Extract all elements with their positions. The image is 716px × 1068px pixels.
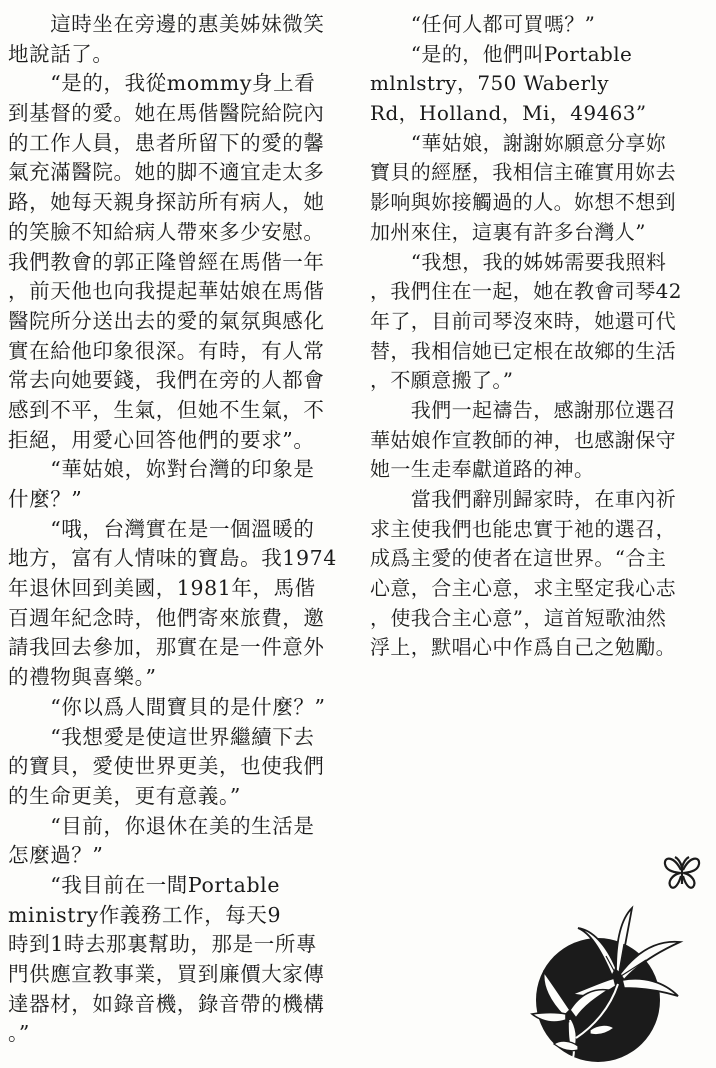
text-line: 當我們辭別歸家時，在車內祈 bbox=[370, 487, 676, 511]
text-line: 年退休回到美國，1981年，馬偕 bbox=[8, 576, 316, 601]
text-line: 的生命更美，更有意義。” bbox=[8, 783, 241, 808]
text-line: 華姑娘作宣教師的神，也感謝保守 bbox=[370, 427, 676, 452]
text-line: ，前天他也向我提起華姑娘在馬偕 bbox=[8, 279, 325, 304]
text-line: 門供應宣教事業，買到廉價大家傳 bbox=[8, 962, 325, 986]
text-line: ，不願意搬了。” bbox=[370, 368, 514, 393]
text-line: ministry作義務工作，每天9 bbox=[8, 902, 282, 927]
text-line: 什麼？” bbox=[8, 487, 83, 511]
text-line: 地方，富有人情味的寶島。我1974 bbox=[8, 546, 337, 571]
text-line: 氣充滿醫院。她的脚不適宜走太多 bbox=[8, 160, 325, 185]
text-line: 成爲主愛的使者在這世界。“合主 bbox=[370, 546, 667, 571]
text-line: 浮上，默唱心中作爲自己之勉勵。 bbox=[370, 635, 676, 660]
text-line: “任何人都可買嗎？” bbox=[370, 12, 596, 36]
text-line: 我們教會的郭正隆曾經在馬偕一年 bbox=[8, 249, 325, 274]
text-line: 請我回去參加，那實在是一件意外 bbox=[8, 635, 325, 660]
text-line: 寶貝的經歷，我相信主確實用妳去 bbox=[370, 160, 676, 185]
text-line: 常去向她要錢，我們在旁的人都會 bbox=[8, 368, 325, 393]
text-line: “我目前在一間Portable bbox=[8, 872, 281, 897]
text-line: “目前，你退休在美的生活是 bbox=[8, 813, 315, 838]
lily-flower-icon bbox=[520, 898, 690, 1063]
text-line: 感到不平，生氣，但她不生氣，不 bbox=[8, 397, 325, 422]
text-line: 的寶貝，愛使世界更美，也使我們 bbox=[8, 754, 325, 779]
text-line: 。” bbox=[8, 1021, 30, 1046]
text-line: 替，我相信她已定根在故鄉的生活 bbox=[370, 338, 676, 363]
text-line: 百週年紀念時，他們寄來旅費，邀 bbox=[8, 605, 325, 630]
text-line: 加州來住，這裏有許多台灣人” bbox=[370, 219, 646, 244]
text-line: 醫院所分送出去的愛的氣氛與感化 bbox=[8, 308, 325, 333]
text-line: 的禮物與喜樂。” bbox=[8, 665, 157, 690]
text-line: 實在給他印象很深。有時，有人常 bbox=[8, 338, 325, 363]
text-line: mlnlstry，750 Waberly bbox=[370, 71, 609, 96]
text-line: ，我們住在一起，她在教會司琴42 bbox=[370, 279, 682, 304]
text-line: 達器材，如錄音機，錄音帶的機構 bbox=[8, 991, 325, 1016]
text-line: “我想愛是使這世界繼續下去 bbox=[8, 724, 315, 749]
text-line: 路，她每天親身探訪所有病人，她 bbox=[8, 190, 325, 215]
text-line: “我想，我的姊姊需要我照料 bbox=[370, 249, 667, 274]
text-line: 年了，目前司琴沒來時，她還可代 bbox=[370, 308, 676, 333]
text-line: 影响與妳接觸過的人。妳想不想到 bbox=[370, 190, 676, 215]
text-line: “哦，台灣實在是一個溫暖的 bbox=[8, 516, 315, 541]
text-line: 心意，合主心意，求主堅定我心志 bbox=[370, 576, 676, 601]
text-line: 的笑臉不知給病人帶來多少安慰。 bbox=[8, 219, 325, 244]
text-line: 的工作人員，患者所留下的愛的馨 bbox=[8, 130, 325, 155]
text-line: “華姑娘，謝謝妳願意分享妳 bbox=[370, 130, 667, 155]
text-line: 我們一起禱告，感謝那位選召 bbox=[370, 397, 676, 422]
text-line: 她一生走奉獻道路的神。 bbox=[370, 457, 595, 482]
left-text-column bbox=[8, 10, 346, 1049]
text-line: “是的，我從mommy身上看 bbox=[8, 71, 316, 96]
text-line: 地說話了。 bbox=[8, 41, 114, 66]
text-line: 怎麼過？” bbox=[8, 843, 104, 868]
text-line: “是的，他們叫Portable bbox=[370, 41, 633, 66]
text-line: “你以爲人間寶貝的是什麼？” bbox=[8, 694, 326, 719]
text-line: 求主使我們也能忠實于祂的選召， bbox=[370, 516, 676, 541]
butterfly-icon bbox=[662, 852, 702, 892]
text-line: ，使我合主心意”，這首短歌油然 bbox=[370, 605, 667, 630]
text-line: 拒絕，用愛心回答他們的要求”。 bbox=[8, 427, 315, 452]
text-line: 時到1時去那裏幫助，那是一所專 bbox=[8, 932, 318, 957]
right-text-column bbox=[370, 10, 700, 663]
text-line: Rd，Holland，Mi，49463” bbox=[370, 101, 647, 126]
text-line: “華姑娘，妳對台灣的印象是 bbox=[8, 457, 315, 482]
text-line: 這時坐在旁邊的惠美姊妹微笑 bbox=[8, 12, 325, 36]
text-line: 到基督的愛。她在馬偕醫院給院內 bbox=[8, 101, 325, 126]
